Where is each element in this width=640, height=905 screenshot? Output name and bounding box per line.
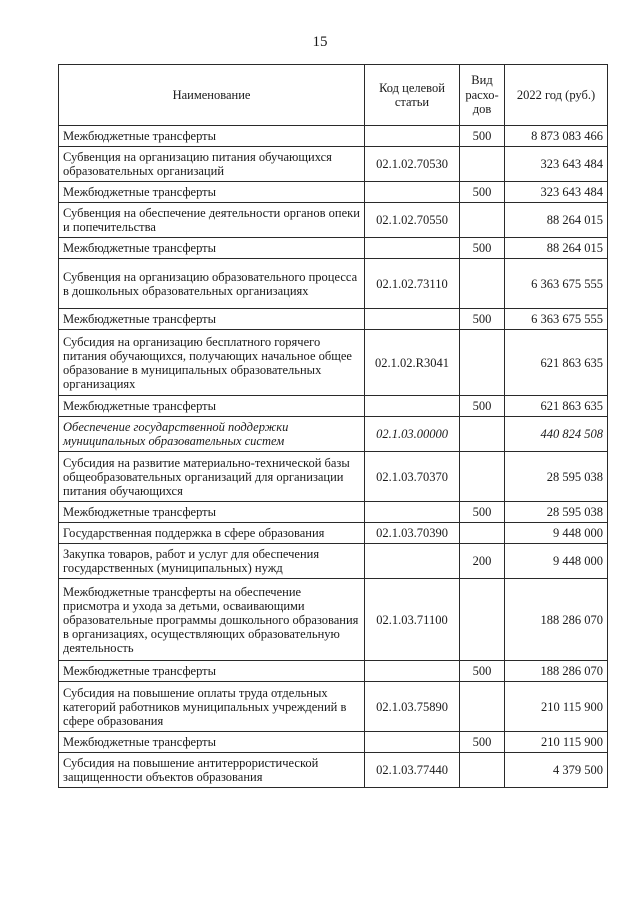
row-amount-cell: 6 363 675 555: [505, 259, 608, 309]
row-amount-cell: 88 264 015: [505, 203, 608, 238]
row-type-cell: [460, 259, 505, 309]
row-amount-cell: 621 863 635: [505, 396, 608, 417]
table-row: [59, 330, 608, 396]
row-name-cell: Государственная поддержка в сфере образования: [59, 523, 365, 544]
row-type-cell: 500: [460, 238, 505, 259]
row-type-cell: 500: [460, 182, 505, 203]
table-row: [59, 147, 608, 182]
row-amount-cell: 621 863 635: [505, 330, 608, 396]
row-type-cell: 500: [460, 396, 505, 417]
row-type-cell: 500: [460, 502, 505, 523]
table-row: [59, 309, 608, 330]
row-code-cell: 02.1.03.71100: [365, 579, 460, 661]
row-code-cell: [365, 182, 460, 203]
header-code: Код целевой статьи: [365, 65, 460, 126]
table-row: [59, 259, 608, 309]
row-amount-cell: 28 595 038: [505, 452, 608, 502]
row-name-cell: Субсидия на развитие материально-технической базы общеобразовательных организаций для организации питания обучающихся: [59, 452, 365, 502]
row-name-cell: Межбюджетные трансферты: [59, 396, 365, 417]
row-type-cell: 500: [460, 732, 505, 753]
table-row: [59, 579, 608, 661]
row-name-cell: Межбюджетные трансферты: [59, 502, 365, 523]
row-name-cell: Межбюджетные трансферты на обеспечение присмотра и ухода за детьми, осваивающими образовательные программы дошкольного образования в организациях, осуществляющих образовательную деятельность: [59, 579, 365, 661]
row-amount-cell: 9 448 000: [505, 523, 608, 544]
row-amount-cell: 440 824 508: [505, 417, 608, 452]
row-name-cell: Обеспечение государственной поддержки муниципальных образовательных систем: [59, 417, 365, 452]
row-code-cell: 02.1.02.70530: [365, 147, 460, 182]
row-type-cell: 500: [460, 309, 505, 330]
table-row: [59, 238, 608, 259]
row-amount-cell: 188 286 070: [505, 579, 608, 661]
row-name-cell: Субвенция на организацию образовательного процесса в дошкольных образовательных организациях: [59, 259, 365, 309]
table-row: [59, 203, 608, 238]
row-type-cell: 500: [460, 126, 505, 147]
table-header-row: [59, 65, 608, 126]
row-code-cell: 02.1.02.73110: [365, 259, 460, 309]
row-code-cell: 02.1.02.70550: [365, 203, 460, 238]
page-number: 15: [312, 34, 328, 50]
row-code-cell: 02.1.03.77440: [365, 753, 460, 788]
row-code-cell: [365, 544, 460, 579]
row-code-cell: [365, 238, 460, 259]
row-type-cell: [460, 452, 505, 502]
row-name-cell: Межбюджетные трансферты: [59, 309, 365, 330]
table-row: [59, 126, 608, 147]
row-type-cell: [460, 523, 505, 544]
row-amount-cell: 9 448 000: [505, 544, 608, 579]
row-type-cell: [460, 330, 505, 396]
row-amount-cell: 8 873 083 466: [505, 126, 608, 147]
table-row: [59, 544, 608, 579]
row-name-cell: Межбюджетные трансферты: [59, 126, 365, 147]
table-row: [59, 396, 608, 417]
table-row: [59, 417, 608, 452]
row-type-cell: [460, 579, 505, 661]
table-row: [59, 732, 608, 753]
table-row: [59, 502, 608, 523]
header-name: Наименование: [59, 65, 365, 126]
row-amount-cell: 88 264 015: [505, 238, 608, 259]
row-name-cell: Межбюджетные трансферты: [59, 182, 365, 203]
row-amount-cell: 4 379 500: [505, 753, 608, 788]
table-row: [59, 661, 608, 682]
row-code-cell: [365, 126, 460, 147]
row-name-cell: Субсидия на повышение оплаты труда отдельных категорий работников муниципальных учреждений в сфере образования: [59, 682, 365, 732]
header-amount: 2022 год (руб.): [505, 65, 608, 126]
row-name-cell: Межбюджетные трансферты: [59, 732, 365, 753]
row-type-cell: [460, 682, 505, 732]
row-name-cell: Субсидия на организацию бесплатного горячего питания обучающихся, получающих начальное общее образование в муниципальных образовательных организациях: [59, 330, 365, 396]
table-row: [59, 753, 608, 788]
row-type-cell: [460, 417, 505, 452]
row-amount-cell: 323 643 484: [505, 182, 608, 203]
row-type-cell: 500: [460, 661, 505, 682]
row-code-cell: 02.1.03.70390: [365, 523, 460, 544]
row-name-cell: Межбюджетные трансферты: [59, 661, 365, 682]
row-amount-cell: 323 643 484: [505, 147, 608, 182]
table-body: [59, 126, 608, 788]
row-type-cell: [460, 753, 505, 788]
row-name-cell: Субвенция на организацию питания обучающихся образовательных организаций: [59, 147, 365, 182]
table-row: [59, 682, 608, 732]
row-type-cell: [460, 203, 505, 238]
row-code-cell: 02.1.03.75890: [365, 682, 460, 732]
row-name-cell: Межбюджетные трансферты: [59, 238, 365, 259]
row-amount-cell: 210 115 900: [505, 732, 608, 753]
row-code-cell: [365, 502, 460, 523]
row-amount-cell: 28 595 038: [505, 502, 608, 523]
row-amount-cell: 210 115 900: [505, 682, 608, 732]
row-code-cell: 02.1.03.70370: [365, 452, 460, 502]
table-row: [59, 182, 608, 203]
budget-table: [58, 64, 608, 788]
row-type-cell: 200: [460, 544, 505, 579]
row-name-cell: Субсидия на повышение антитеррористической защищенности объектов образования: [59, 753, 365, 788]
row-name-cell: Субвенция на обеспечение деятельности органов опеки и попечительства: [59, 203, 365, 238]
row-code-cell: [365, 396, 460, 417]
row-type-cell: [460, 147, 505, 182]
row-amount-cell: 6 363 675 555: [505, 309, 608, 330]
header-type: Вид расхо-дов: [460, 65, 505, 126]
table-row: [59, 452, 608, 502]
row-amount-cell: 188 286 070: [505, 661, 608, 682]
table-row: [59, 523, 608, 544]
row-code-cell: [365, 732, 460, 753]
row-name-cell: Закупка товаров, работ и услуг для обеспечения государственных (муниципальных) нужд: [59, 544, 365, 579]
row-code-cell: 02.1.03.00000: [365, 417, 460, 452]
row-code-cell: [365, 661, 460, 682]
row-code-cell: 02.1.02.R3041: [365, 330, 460, 396]
row-code-cell: [365, 309, 460, 330]
